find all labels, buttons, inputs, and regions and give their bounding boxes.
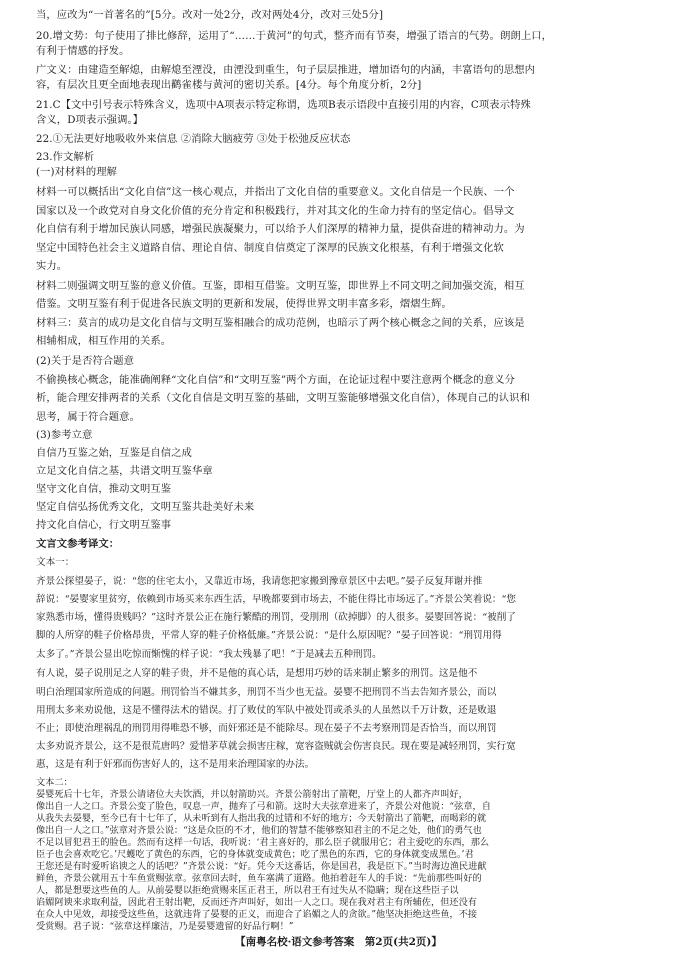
page-footer: 【南粤名校·语文参考答案 第2页(共2页)】 [235, 936, 442, 948]
text-line: 实力。 [36, 260, 68, 272]
text-line: 广文义：由建造至解熄，由解熄至湮没，由湮没到重生，句子层层推进，增加语句的内涵，丰富语句的思想内 [36, 64, 536, 76]
text-line: 脚的人所穿的鞋子价格昂贵，平常人穿的鞋子价格低廉。”齐景公说：“是什么原因呢？”晏子回答说：“刑罚用得 [36, 630, 502, 641]
text-line: 晏婴死后十七年，齐景公请诸位大夫饮酒，并以射箭助兴。齐景公箭射出了箭靶，厅堂上的人都齐声叫好， [36, 789, 468, 800]
text-line: 相辅相成，相互作用的关系。 [36, 335, 172, 347]
text-line: 人，都是想要这些鱼的人。从前晏婴以拒绝赏赐来匡正君王，所以君王有过失从不隐瞒；现在这些臣子以 [36, 885, 459, 896]
text-line: 坚定自信弘扬优秀文化，文明互鉴共赴美好未来 [36, 501, 255, 513]
text-line: 23.作文解析 [36, 151, 95, 163]
text-line: 坚守文化自信，推动文明互鉴 [36, 483, 172, 495]
text-line: 在众人中见效，却接受这些鱼，这就违背了晏婴的正义，而迎合了谄媚之人的贪欲。”他坚决拒绝这些鱼，不接 [36, 909, 478, 920]
text-line: 文本二： [36, 777, 73, 788]
section-heading: 文言文参考译文： [36, 538, 120, 550]
text-line: 借鉴。文明互鉴有利于促进各民族文明的更新和发展，使得世界文明丰富多彩，熠熠生辉。 [36, 298, 452, 310]
text-line: (2)关于是否符合题意 [36, 355, 135, 367]
text-line: 思考，属于符合题意。 [36, 411, 140, 423]
text-line: 像出自一人之口。齐景公变了脸色，叹息一声，抛弃了弓和箭。这时大夫弦章进来了，齐景公对他说：“弦章，自 [36, 801, 491, 812]
text-line: 坚定中国特色社会主义道路自信、理论自信、制度自信奠定了深厚的民族文化根基，有利于增强文化软 [36, 242, 504, 254]
text-line: 自信乃互鉴之始，互鉴是自信之成 [36, 447, 192, 459]
text-line: 材料一可以概括出“文化自信”这一核心观点，并指出了文化自信的重要意义。文化自信是一个民族、一个 [36, 186, 515, 198]
text-line: 化自信有利于增加民族认同感，增强民族凝聚力，可以给予人们深厚的精神力量，提供奋进的精神动力。为 [36, 223, 525, 235]
text-line: 有利于情感的抒发。 [36, 45, 130, 57]
text-line: 惠，这是有利于奸邪而伤害好人的，这不是用来治理国家的办法。 [36, 759, 315, 770]
text-line: 像出自一人之口。”弦章对齐景公说：“这是众臣的不才，他们的智慧不能够察知君主的不足之处，他们的勇气也 [36, 825, 482, 836]
text-line: 21.C【文中引号表示特殊含义，选项中A项表示特定称谓，选项B表示语段中直接引用的内容，C项表示特殊 [36, 99, 531, 111]
text-line: 明白治理国家所造成的问题。刑罚恰当不嫌其多，刑罚不当少也无益。晏婴不把刑罚不当去告知齐景公，而以 [36, 687, 497, 698]
text-line: (一)对材料的理解 [36, 166, 118, 178]
text-line: 臣子也会喜欢吃它。’尺蠖吃了黄色的东西，它的身体就变成黄色；吃了黑色的东西，它的身体就变成黑色。’君 [36, 849, 474, 860]
text-line: 从我失去晏婴，至今已有十七年了，从未听到有人指出我的过错和不好的地方；今天射箭出了箭靶，而喝彩的就 [36, 813, 487, 824]
text-line: 持文化自信心，行文明互鉴事 [36, 519, 172, 531]
text-line: 材料二则强调文明互鉴的意义价值。互鉴，即相互借鉴。文明互鉴，即世界上不同文明之间加强交流，相互 [36, 280, 525, 292]
text-line: 立足文化自信之基，共谱文明互鉴华章 [36, 465, 213, 477]
text-line: 当，应改为“一首著名的”[5分。改对一处2分，改对两处4分，改对三处5分] [36, 9, 384, 21]
text-line: 析，能合理安排两者的关系（文化自信是文明互鉴的基础，文明互鉴能够增强文化自信），体现自己的认识和 [36, 392, 530, 404]
text-line: 不偷换核心概念，能准确阐释“文化自信”和“文明互鉴”两个方面，在论证过程中要注意两个概念的意义分 [36, 374, 515, 386]
text-line: 22.①无法更好地吸收外来信息 ②消除大脑疲劳 ③处于松弛反应状态 [36, 133, 351, 145]
text-line: (3)参考立意 [36, 429, 93, 441]
text-line: 材料三：莫言的成功是文化自信与文明互鉴相融合的成功范例，也暗示了两个核心概念之间的关系，应该是 [36, 317, 525, 329]
text-line: 容，有层次且更全面地表现出鹳雀楼与黄河的密切关系。[4分。每个角度分析，2分] [36, 79, 422, 91]
text-line: 不足以冒犯君王的脸色。然而有这样一句话，我听说：‘君主喜好的，那么臣子就服用它；君主爱吃的东西，那么 [36, 837, 490, 848]
text-line: 太多了。”齐景公显出吃惊而惭愧的样子说：“我太残暴了吧！”于是减去五种刑罚。 [36, 649, 382, 660]
text-line: 有人说，晏子说刖足之人穿的鞋子贵，并不是他的真心话，是想用巧妙的话来制止繁多的刑罚。这是他不 [36, 668, 478, 679]
text-line: 辞说：“晏婴家里贫穷，依赖到市场买来东西生活，早晚都要到市场去，不能住得比市场远了。”齐景公笑着说：“您 [36, 594, 517, 605]
text-line: 家熟悉市场，懂得贵贱吗？”这时齐景公正在施行繁酷的刑罚，受刖刑（砍掉脚）的人很多。晏婴回答说：“被削了 [36, 612, 516, 623]
text-line: 20.增文势：句子使用了排比修辞，运用了“……于黄河”的句式，整齐而有节奏，增强了语言的气势。朗朗上口， [36, 30, 553, 42]
text-line: 齐景公探望晏子，说：“您的住宅太小，又靠近市场，我请您把家搬到豫章景区中去吧。”晏子反复拜谢并推 [36, 576, 483, 587]
text-line: 不止；即使治理祸乱的刑罚用得唯恐不够，而奸邪还是不能除尽。现在晏子不去考察刑罚是否恰当，而以刑罚 [36, 723, 497, 734]
text-line: 用刑太多来劝说他，这是不懂得法术的错误。打了败仗的军队中被处罚或杀头的人虽然以千万计数，还是败退 [36, 705, 497, 716]
text-line: 太多劝说齐景公，这不是很荒唐吗？爱惜茅草就会损害庄稼，宽容盗贼就会伤害良民。现在要是减轻刑罚，实行宽 [36, 741, 516, 752]
text-line: 谄媚阿谀来求取利益，因此君王射出靶，反而还齐声叫好，如出一人之口。现在我对君主有所辅佐，但还没有 [36, 897, 477, 908]
text-line: 鲜鱼，齐景公就用五十车鱼赏赐弦章。弦章回去时，鱼车塞满了道路。他拍着赶车人的手说：“先前那些叫好的 [36, 873, 482, 884]
text-line: 王您还是有时爱听谄谀之人的话吧？”齐景公说：“好。凭今天这番话，你是国君，我是臣下。”当时海边渔民进献 [36, 861, 487, 872]
text-line: 含义，D项表示强调。】 [36, 114, 144, 126]
text-line: 文本一： [36, 557, 75, 568]
text-line: 国家以及一个政党对自身文化价值的充分肯定和积极践行，并对其文化的生命力持有的坚定信心。倡导文 [36, 205, 515, 217]
text-line: 受赏赐。君子说：“弦章这样廉洁，乃是晏婴遗留的好品行啊！” [36, 921, 294, 932]
